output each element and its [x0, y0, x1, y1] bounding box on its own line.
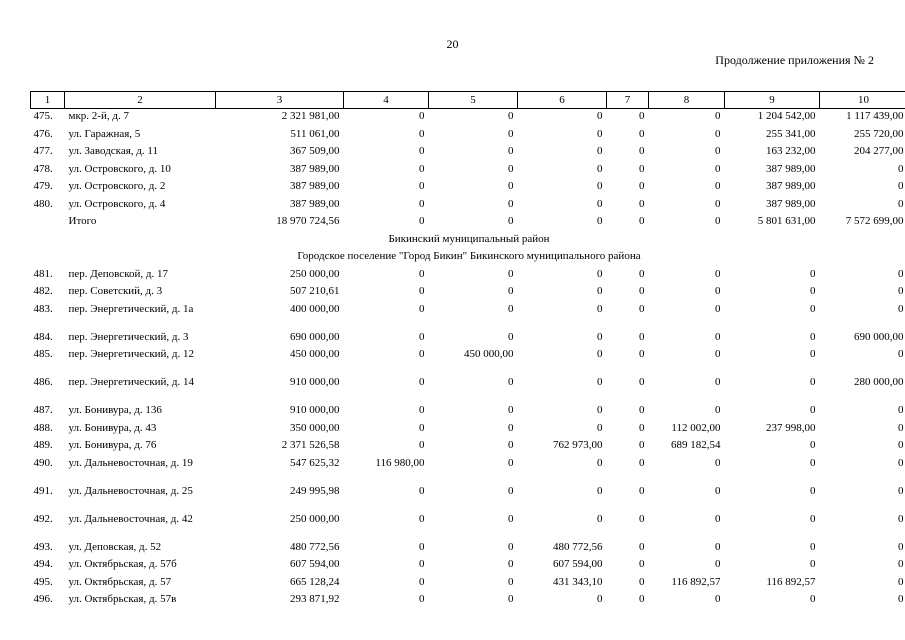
address-cell: ул. Бонивура, д. 76 — [68, 439, 157, 451]
value-cell: 0 — [419, 348, 425, 360]
value-cell: 0 — [508, 302, 514, 315]
column-header: 4 — [344, 92, 429, 109]
value-cell: 0 — [419, 330, 425, 343]
address-cell: ул. Островского, д. 2 — [68, 180, 166, 192]
value-cell: 250 000,00 — [290, 512, 340, 525]
value-cell: 0 — [639, 110, 645, 122]
value-cell: 116 892,57 — [766, 575, 816, 588]
table-row — [31, 486, 905, 514]
value-cell: 0 — [898, 439, 904, 451]
value-cell: 0 — [898, 593, 904, 605]
value-cell: 607 594,00 — [290, 558, 340, 570]
value-cell: 350 000,00 — [290, 421, 340, 434]
value-cell: 0 — [715, 180, 721, 192]
value-cell: 0 — [419, 540, 425, 553]
value-cell: 2 371 526,58 — [281, 439, 340, 451]
value-cell: 0 — [639, 162, 645, 175]
value-cell: 0 — [419, 593, 425, 605]
section-heading: Городское поселение "Город Бикин" Бикинского муниципального района — [297, 250, 641, 262]
value-cell: 0 — [508, 215, 514, 227]
value-cell: 0 — [715, 215, 721, 227]
value-cell: 1 204 542,00 — [757, 110, 816, 122]
value-cell: 431 343,10 — [553, 575, 603, 588]
value-cell: 0 — [419, 180, 425, 192]
column-header: 7 — [607, 92, 649, 109]
value-cell: 0 — [597, 376, 603, 388]
value-cell: 0 — [419, 376, 425, 388]
value-cell: 0 — [419, 484, 425, 497]
value-cell: 0 — [810, 302, 816, 315]
table-row — [31, 332, 905, 350]
value-cell: 0 — [508, 197, 514, 210]
value-cell: 0 — [639, 127, 645, 140]
table-row — [31, 349, 905, 377]
value-cell: 0 — [898, 302, 904, 315]
value-cell: 116 980,00 — [375, 456, 425, 469]
table-row — [31, 164, 905, 182]
value-cell: 0 — [715, 145, 721, 157]
value-cell: 0 — [597, 197, 603, 210]
table-row — [31, 269, 905, 287]
table-row — [31, 109, 905, 129]
table-row — [31, 423, 905, 441]
value-cell: 480 772,56 — [553, 540, 603, 553]
value-cell: 0 — [419, 145, 425, 157]
value-cell: 0 — [508, 558, 514, 570]
value-cell: 0 — [597, 484, 603, 497]
table-row — [31, 199, 905, 217]
value-cell: 387 989,00 — [766, 180, 816, 192]
row-number-cell: 479. — [33, 180, 53, 192]
value-cell: 0 — [508, 127, 514, 140]
value-cell: 547 625,32 — [290, 456, 340, 469]
row-number-cell: 490. — [33, 456, 53, 469]
value-cell: 280 000,00 — [854, 376, 904, 388]
row-number-cell: 478. — [33, 162, 53, 175]
address-cell: мкр. 2-й, д. 7 — [68, 110, 129, 122]
row-number-cell: 492. — [33, 512, 53, 525]
value-cell: 249 995,98 — [290, 484, 340, 497]
row-number-cell: 489. — [33, 439, 53, 451]
value-cell: 0 — [810, 593, 816, 605]
table-row — [31, 514, 905, 542]
value-cell: 0 — [597, 512, 603, 525]
address-cell: ул. Заводская, д. 11 — [68, 145, 158, 157]
section-heading-row — [31, 251, 905, 269]
row-number-cell: 488. — [33, 421, 53, 434]
data-table — [30, 91, 905, 612]
value-cell: 0 — [810, 285, 816, 297]
value-cell: 0 — [597, 215, 603, 227]
value-cell: 0 — [419, 285, 425, 297]
value-cell: 0 — [508, 285, 514, 297]
table-row — [31, 559, 905, 577]
value-cell: 480 772,56 — [290, 540, 340, 553]
value-cell: 0 — [597, 110, 603, 122]
column-header: 9 — [725, 92, 820, 109]
table-row — [31, 594, 905, 612]
value-cell: 0 — [898, 180, 904, 192]
value-cell: 0 — [898, 540, 904, 553]
value-cell: 0 — [508, 376, 514, 388]
value-cell: 0 — [810, 484, 816, 497]
value-cell: 0 — [715, 302, 721, 315]
table-row — [31, 146, 905, 164]
address-cell: пер. Энергетический, д. 12 — [68, 348, 195, 360]
value-cell: 0 — [715, 285, 721, 297]
value-cell: 0 — [508, 267, 514, 280]
value-cell: 0 — [898, 484, 904, 497]
value-cell: 0 — [419, 575, 425, 588]
address-cell: пер. Советский, д. 3 — [68, 285, 163, 297]
value-cell: 910 000,00 — [290, 404, 340, 416]
address-cell: ул. Бонивура, д. 43 — [68, 421, 157, 434]
column-header: 5 — [429, 92, 518, 109]
value-cell: 0 — [810, 512, 816, 525]
address-cell: ул. Бонивура, д. 136 — [68, 404, 162, 416]
address-cell: ул. Островского, д. 4 — [68, 197, 166, 210]
value-cell: 5 801 631,00 — [757, 215, 816, 227]
row-number-cell: 477. — [33, 145, 53, 157]
value-cell: 0 — [898, 267, 904, 280]
value-cell: 0 — [419, 404, 425, 416]
value-cell: 367 509,00 — [290, 145, 340, 157]
address-cell: ул. Дальневосточная, д. 42 — [68, 512, 193, 525]
row-number-cell: 481. — [33, 267, 53, 280]
value-cell: 400 000,00 — [290, 302, 340, 315]
value-cell: 387 989,00 — [766, 162, 816, 175]
value-cell: 0 — [810, 456, 816, 469]
value-cell: 293 871,92 — [290, 593, 340, 605]
column-header: 2 — [65, 92, 216, 109]
value-cell: 0 — [419, 215, 425, 227]
value-cell: 0 — [715, 404, 721, 416]
continuation-label: Продолжение приложения № 2 — [715, 53, 874, 67]
value-cell: 0 — [639, 593, 645, 605]
value-cell: 0 — [639, 267, 645, 280]
value-cell: 163 232,00 — [766, 145, 816, 157]
address-cell: пер. Энергетический, д. 1а — [68, 302, 194, 315]
value-cell: 0 — [508, 330, 514, 343]
value-cell: 0 — [898, 512, 904, 525]
row-number-cell: 483. — [33, 302, 53, 315]
value-cell: 0 — [508, 484, 514, 497]
value-cell: 0 — [508, 145, 514, 157]
value-cell: 0 — [419, 110, 425, 122]
value-cell: 0 — [639, 145, 645, 157]
value-cell: 0 — [898, 162, 904, 175]
value-cell: 0 — [419, 421, 425, 434]
value-cell: 0 — [597, 145, 603, 157]
value-cell: 255 341,00 — [766, 127, 816, 140]
value-cell: 689 182,54 — [671, 439, 721, 451]
value-cell: 0 — [419, 558, 425, 570]
value-cell: 18 970 724,56 — [276, 215, 340, 227]
value-cell: 0 — [419, 512, 425, 525]
value-cell: 0 — [508, 162, 514, 175]
table-row — [31, 181, 905, 199]
value-cell: 0 — [810, 540, 816, 553]
value-cell: 0 — [508, 421, 514, 434]
value-cell: 0 — [639, 215, 645, 227]
row-number-cell: 475. — [33, 110, 53, 122]
value-cell: 0 — [597, 285, 603, 297]
value-cell: 0 — [715, 484, 721, 497]
value-cell: 0 — [715, 330, 721, 343]
value-cell: 204 277,00 — [854, 145, 904, 157]
value-cell: 0 — [639, 558, 645, 570]
row-number-cell: 487. — [33, 404, 53, 416]
value-cell: 1 117 439,00 — [846, 110, 904, 122]
value-cell: 0 — [597, 404, 603, 416]
table-row — [31, 542, 905, 560]
row-number-cell: 485. — [33, 348, 53, 360]
value-cell: 0 — [597, 180, 603, 192]
address-cell: ул. Деповская, д. 52 — [68, 540, 162, 553]
value-cell: 0 — [597, 267, 603, 280]
row-number-cell: 476. — [33, 127, 53, 140]
value-cell: 237 998,00 — [766, 421, 816, 434]
value-cell: 387 989,00 — [290, 162, 340, 175]
value-cell: 0 — [898, 404, 904, 416]
value-cell: 0 — [715, 512, 721, 525]
value-cell: 0 — [597, 302, 603, 315]
value-cell: 0 — [715, 558, 721, 570]
row-number-cell — [31, 216, 65, 234]
row-number-cell: 484. — [33, 330, 53, 343]
value-cell: 0 — [419, 267, 425, 280]
value-cell: 0 — [810, 348, 816, 360]
section-heading: Бикинский муниципальный район — [388, 232, 550, 245]
row-number-cell: 491. — [33, 484, 53, 497]
value-cell: 0 — [639, 439, 645, 451]
value-cell: 0 — [715, 593, 721, 605]
table-header-row — [31, 92, 905, 109]
table-row — [31, 440, 905, 458]
value-cell: 0 — [508, 575, 514, 588]
value-cell: 0 — [639, 540, 645, 553]
table-body — [31, 109, 905, 612]
value-cell: 0 — [508, 593, 514, 605]
value-cell: 0 — [597, 593, 603, 605]
value-cell: 0 — [419, 302, 425, 315]
value-cell: 0 — [508, 456, 514, 469]
value-cell: 0 — [715, 540, 721, 553]
row-number-cell: 496. — [33, 593, 53, 605]
address-cell: пер. Энергетический, д. 3 — [68, 330, 189, 343]
value-cell: 0 — [419, 197, 425, 210]
row-number-cell: 494. — [33, 558, 53, 570]
value-cell: 0 — [597, 421, 603, 434]
value-cell: 116 892,57 — [671, 575, 721, 588]
value-cell: 0 — [898, 558, 904, 570]
address-cell: ул. Октябрьская, д. 57 — [68, 575, 172, 588]
value-cell: 0 — [810, 439, 816, 451]
value-cell: 0 — [639, 302, 645, 315]
value-cell: 450 000,00 — [464, 348, 514, 360]
value-cell: 0 — [508, 512, 514, 525]
value-cell: 0 — [898, 285, 904, 297]
value-cell: 507 210,61 — [290, 285, 340, 297]
value-cell: 0 — [639, 285, 645, 297]
value-cell: 0 — [508, 110, 514, 122]
value-cell: 0 — [810, 404, 816, 416]
section-heading-row — [31, 234, 905, 252]
value-cell: 0 — [898, 421, 904, 434]
table-row — [31, 304, 905, 332]
value-cell: 0 — [639, 348, 645, 360]
value-cell: 511 061,00 — [290, 127, 340, 140]
table-row — [31, 286, 905, 304]
value-cell: 0 — [715, 127, 721, 140]
value-cell: 0 — [810, 267, 816, 280]
value-cell: 0 — [810, 330, 816, 343]
value-cell: 0 — [639, 180, 645, 192]
address-cell: ул. Октябрьская, д. 57в — [68, 593, 177, 605]
value-cell: 0 — [715, 197, 721, 210]
value-cell: 0 — [639, 404, 645, 416]
value-cell: 762 973,00 — [553, 439, 603, 451]
address-cell: ул. Дальневосточная, д. 19 — [68, 456, 193, 469]
value-cell: 0 — [715, 348, 721, 360]
value-cell: 0 — [639, 575, 645, 588]
column-header: 8 — [649, 92, 725, 109]
value-cell: 450 000,00 — [290, 348, 340, 360]
value-cell: 0 — [639, 376, 645, 388]
value-cell: 0 — [715, 267, 721, 280]
value-cell: 0 — [419, 127, 425, 140]
table-row — [31, 216, 905, 234]
table-row — [31, 405, 905, 423]
value-cell: 0 — [508, 540, 514, 553]
address-cell: ул. Островского, д. 10 — [68, 162, 171, 175]
address-cell: пер. Энергетический, д. 14 — [68, 376, 195, 388]
value-cell: 0 — [898, 197, 904, 210]
value-cell: 0 — [597, 127, 603, 140]
value-cell: 0 — [597, 456, 603, 469]
value-cell: 0 — [810, 558, 816, 570]
page-number: 20 — [446, 37, 459, 51]
value-cell: 0 — [639, 330, 645, 343]
value-cell: 112 002,00 — [671, 421, 721, 434]
value-cell: 0 — [597, 162, 603, 175]
value-cell: 0 — [715, 110, 721, 122]
value-cell: 0 — [508, 404, 514, 416]
value-cell: 387 989,00 — [290, 197, 340, 210]
row-number-cell: 482. — [33, 285, 53, 297]
value-cell: 0 — [639, 484, 645, 497]
address-cell: Итого — [68, 215, 97, 227]
table-row — [31, 129, 905, 147]
column-header: 6 — [518, 92, 607, 109]
value-cell: 387 989,00 — [766, 197, 816, 210]
value-cell: 0 — [898, 348, 904, 360]
value-cell: 0 — [597, 330, 603, 343]
row-number-cell: 486. — [33, 376, 53, 388]
table-row — [31, 577, 905, 595]
table-row — [31, 458, 905, 486]
address-cell: ул. Дальневосточная, д. 25 — [68, 484, 193, 497]
value-cell: 0 — [715, 162, 721, 175]
value-cell: 2 321 981,00 — [281, 110, 340, 122]
value-cell: 690 000,00 — [290, 330, 340, 343]
value-cell: 7 572 699,00 — [845, 215, 904, 227]
value-cell: 0 — [639, 456, 645, 469]
value-cell: 0 — [715, 456, 721, 469]
value-cell: 0 — [508, 439, 514, 451]
value-cell: 0 — [419, 439, 425, 451]
column-header: 10 — [820, 92, 905, 109]
row-number-cell: 495. — [33, 575, 53, 588]
value-cell: 0 — [419, 162, 425, 175]
value-cell: 690 000,00 — [854, 330, 904, 343]
value-cell: 0 — [639, 421, 645, 434]
value-cell: 0 — [898, 575, 904, 588]
value-cell: 0 — [639, 197, 645, 210]
address-cell: ул. Гаражная, 5 — [68, 127, 141, 140]
value-cell: 0 — [508, 180, 514, 192]
row-number-cell: 480. — [33, 197, 53, 210]
column-header: 3 — [216, 92, 344, 109]
address-cell: ул. Октябрьская, д. 57б — [68, 558, 177, 570]
value-cell: 255 720,00 — [854, 127, 904, 140]
value-cell: 0 — [597, 348, 603, 360]
value-cell: 387 989,00 — [290, 180, 340, 192]
value-cell: 665 128,24 — [290, 575, 340, 588]
value-cell: 250 000,00 — [290, 267, 340, 280]
value-cell: 0 — [810, 376, 816, 388]
row-number-cell: 493. — [33, 540, 53, 553]
table-row — [31, 377, 905, 405]
value-cell: 910 000,00 — [290, 376, 340, 388]
value-cell: 0 — [639, 512, 645, 525]
value-cell: 0 — [898, 456, 904, 469]
address-cell: пер. Деповской, д. 17 — [68, 267, 168, 280]
column-header: 1 — [31, 92, 65, 109]
value-cell: 0 — [715, 376, 721, 388]
value-cell: 607 594,00 — [553, 558, 603, 570]
